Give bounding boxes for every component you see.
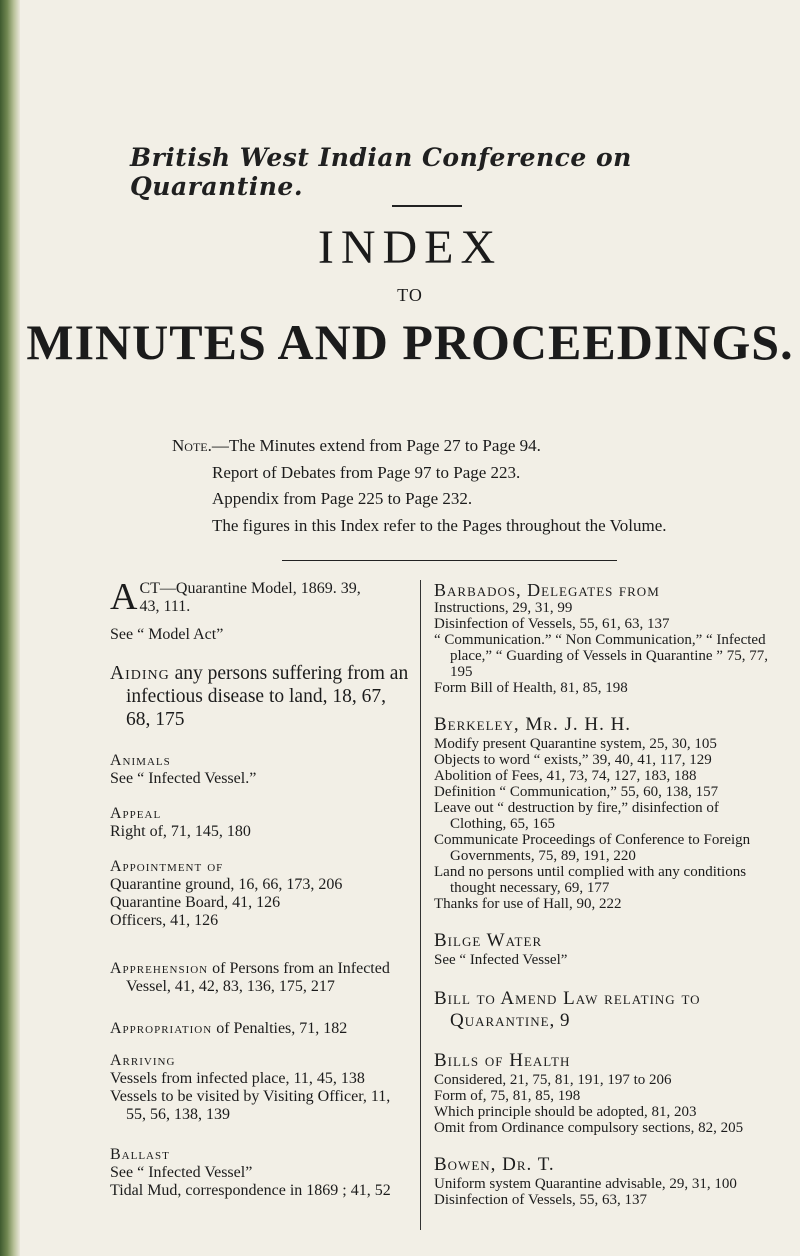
entry-act: A CT—Quarantine Model, 1869. 39, 43, 111. — [110, 576, 361, 618]
index-column-left — [110, 576, 410, 1200]
entry-arriving-sub: Vessels from infected place, 11, 45, 138 — [110, 1070, 365, 1087]
entry-barbados-sub: “ Communication.” “ Non Communication,” “ Infected place,” “ Guarding of Vessels in Quarantine ” 75, 77, 195 — [434, 632, 768, 680]
entry-bills-sub: Omit from Ordinance compulsory sections, 82, 205 — [434, 1120, 744, 1136]
entry-act-see: See “ Model Act” — [110, 626, 224, 643]
entry-barbados-sub: Form Bill of Health, 81, 85, 198 — [434, 680, 628, 696]
entry-bowen-sub: Uniform system Quarantine advisable, 29, 31, 100 — [434, 1176, 737, 1192]
entry-appeal-heading: Appeal — [110, 805, 162, 822]
entry-arriving-heading: Arriving — [110, 1052, 176, 1069]
entry-bowen-sub: Disinfection of Vessels, 55, 63, 137 — [434, 1192, 648, 1208]
entry-animals-heading: Animals — [110, 752, 171, 769]
entry-ballast-sub: Tidal Mud, correspondence in 1869 ; 41, 52 — [110, 1182, 391, 1199]
note-label: Note. — [172, 436, 212, 455]
entry-berkeley-sub: Leave out “ destruction by fire,” disinfection of Clothing, 65, 165 — [434, 800, 719, 832]
entry-appointment-sub: Quarantine Board, 41, 126 — [110, 894, 281, 911]
column-divider — [420, 580, 421, 1230]
entry-berkeley-sub: Thanks for use of Hall, 90, 222 — [434, 896, 622, 912]
entry-bills-sub: Considered, 21, 75, 81, 191, 197 to 206 — [434, 1072, 672, 1088]
entry-berkeley-sub: Abolition of Fees, 41, 73, 74, 127, 183, 188 — [434, 768, 697, 784]
entry-appeal-sub: Right of, 71, 145, 180 — [110, 823, 251, 840]
entry-bilge-see: See “ Infected Vessel” — [434, 952, 568, 968]
entry-bill-to-amend: Bill to Amend Law relating to Quarantine, 9 — [434, 988, 701, 1031]
page-subtitle: MINUTES AND PROCEEDINGS. — [26, 314, 794, 370]
entry-aiding: Aiding any persons suffering from an infectious disease to land, 18, 67, 68, 175 — [110, 663, 409, 730]
entry-berkeley-sub: Land no persons until complied with any conditions thought necessary, 69, 177 — [434, 864, 747, 896]
note-line-3: Appendix from Page 225 to Page 232. — [212, 489, 473, 508]
entry-arriving-sub: Vessels to be visited by Visiting Officer, 11, 55, 56, 138, 139 — [110, 1088, 391, 1123]
index-title: INDEX — [317, 221, 503, 274]
entry-appointment-sub: Officers, 41, 126 — [110, 912, 219, 929]
entry-bills-sub: Which principle should be adopted, 81, 203 — [434, 1104, 697, 1120]
entry-berkeley-sub: Definition “ Communication,” 55, 60, 138, 157 — [434, 784, 719, 800]
entry-appointment-sub: Quarantine ground, 16, 66, 173, 206 — [110, 876, 343, 893]
note-block — [172, 433, 772, 539]
drop-cap: A — [110, 576, 138, 618]
entry-bilge-heading: Bilge Water — [434, 930, 543, 951]
note-line-1: Note.—The Minutes extend from Page 27 to Page 94. — [172, 436, 541, 455]
title-divider — [392, 205, 462, 207]
section-divider — [282, 560, 617, 561]
entry-bowen-heading: Bowen, Dr. T. — [434, 1154, 555, 1175]
note-line-2: Report of Debates from Page 97 to Page 223. — [212, 462, 521, 482]
entry-berkeley-sub: Communicate Proceedings of Conference to Foreign Governments, 75, 89, 191, 220 — [434, 832, 751, 864]
book-binding-edge — [0, 0, 20, 1256]
entry-berkeley-heading: Berkeley, Mr. J. H. H. — [434, 714, 632, 735]
index-column-right — [434, 580, 774, 1208]
entry-bills-sub: Form of, 75, 81, 85, 198 — [434, 1088, 581, 1104]
entry-ballast-sub: See “ Infected Vessel” — [110, 1164, 253, 1181]
entry-appointment-heading: Appointment of — [110, 858, 224, 875]
entry-animals-see: See “ Infected Vessel.” — [110, 770, 257, 787]
entry-appropriation: Appropriation of Penalties, 71, 182 — [110, 1020, 348, 1037]
entry-bills-heading: Bills of Health — [434, 1050, 571, 1071]
entry-ballast-heading: Ballast — [110, 1146, 170, 1163]
series-title: British West Indian Conference on Quarantine. — [130, 143, 632, 201]
entry-barbados-heading: Barbados, Delegates from — [434, 580, 660, 600]
entry-berkeley-sub: Modify present Quarantine system, 25, 30, 105 — [434, 736, 717, 752]
entry-barbados-sub: Disinfection of Vessels, 55, 61, 63, 137 — [434, 616, 670, 632]
entry-berkeley-sub: Objects to word “ exists,” 39, 40, 41, 117, 129 — [434, 752, 712, 768]
page — [20, 0, 800, 1256]
note-line-4: The figures in this Index refer to the Pages throughout the Volume. — [212, 515, 667, 535]
entry-apprehension: Apprehension of Persons from an Infected Vessel, 41, 42, 83, 136, 175, 217 — [110, 960, 390, 995]
to-word: TO — [397, 285, 423, 305]
entry-barbados-sub: Instructions, 29, 31, 99 — [434, 600, 573, 616]
